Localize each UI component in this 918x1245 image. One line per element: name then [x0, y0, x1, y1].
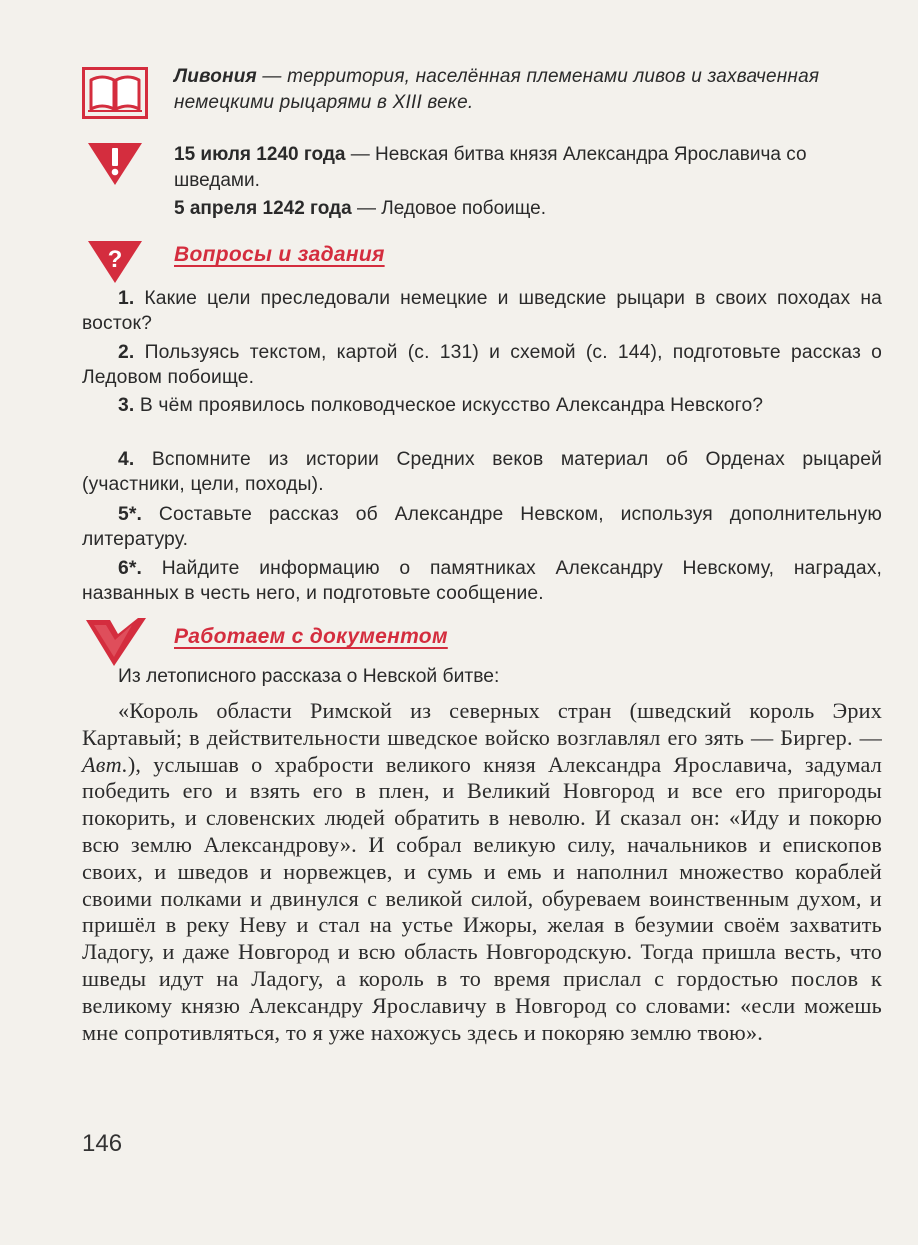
- date-entry: [174, 142, 880, 194]
- question-item: [82, 447, 882, 497]
- questions-heading: Вопросы и задания: [174, 243, 385, 266]
- glossary-definition: — территория, населённая племенами ливов и захваченная немецкими рыцарями в XIII веке.: [174, 66, 820, 113]
- question-item: [82, 393, 882, 418]
- question-item: [82, 286, 882, 336]
- question-icon: [86, 239, 144, 285]
- book-icon: [82, 67, 148, 119]
- document-intro: Из летописного рассказа о Невской битве:: [118, 666, 500, 687]
- date-text: — Невская битва князя Александра Ярославича со шведами.: [174, 144, 807, 191]
- question-text: Вспомните из истории Средних веков материал об Орденах рыцарей (участники, цели, походы).: [82, 449, 882, 495]
- glossary-entry: [174, 64, 880, 116]
- document-heading: Работаем с документом: [174, 625, 448, 648]
- glossary-term: Ливония: [174, 66, 257, 87]
- quote-text: «Король области Римской из северных стран (шведский король Эрих Картавый; в действительности шведское войско возглавлял его зять — Биргер. —: [82, 698, 882, 750]
- date-value: 15 июля 1240 года: [174, 144, 346, 165]
- question-text: Какие цели преследовали немецкие и шведские рыцари в своих походах на восток?: [82, 288, 882, 334]
- date-value: 5 апреля 1242 года: [174, 198, 352, 219]
- question-item: [82, 340, 882, 390]
- quote-text: ), услышав о храбрости великого князя Александра Ярославича, задумал победить его и взять его в плен, и Великий Новгород и все его пригороды покорить, и словенских людей обратить в неволю. И сказал он: «Иду и покорю всю землю Александрову». И собрал великую силу, начальников и епископов своих, и шведов и норвежцев, и сумь и емь и наполнил множество кораблей своими полками и двинулся с великой силой, обуреваем воинственным духом, и пришёл в реку Неву и стал на устье Ижоры, желая в безумии своём захватить Ладогу, и даже Новгород и всю область Новгородскую. Тогда пришла весть, что шведы идут на Ладогу, а король в то время прислал с гордостью послов к великому князю Александру Ярославичу в Новгород со словами: «если можешь мне сопротивляться, то я уже нахожусь здесь и покоряю землю твою».: [82, 751, 882, 1045]
- question-number: 6*.: [118, 558, 143, 579]
- question-text: Составьте рассказ об Александре Невском, используя дополнительную литературу.: [82, 504, 882, 550]
- question-text: Найдите информацию о памятниках Александру Невскому, наградах, названных в честь него, и подготовьте сообщение.: [82, 558, 882, 604]
- question-number: 3.: [118, 395, 135, 416]
- quote-abbreviation: Авт.: [82, 751, 128, 777]
- question-item: [82, 556, 882, 606]
- question-number: 2.: [118, 342, 135, 363]
- page-number: 146: [82, 1130, 123, 1157]
- question-item: [82, 502, 882, 552]
- question-text: Пользуясь текстом, картой (с. 131) и схемой (с. 144), подготовьте рассказ о Ледовом побоище.: [82, 342, 882, 388]
- question-number: 4.: [118, 449, 135, 470]
- question-number: 5*.: [118, 504, 143, 525]
- chronicle-quote: [82, 698, 882, 1046]
- svg-text:?: ?: [107, 246, 123, 273]
- question-text: В чём проявилось полководческое искусство Александра Невского?: [134, 395, 764, 416]
- checkmark-icon: [84, 616, 148, 668]
- date-entry: [174, 196, 880, 222]
- question-number: 1.: [118, 288, 135, 309]
- date-text: — Ледовое побоище.: [351, 198, 547, 219]
- exclamation-icon: [86, 141, 144, 187]
